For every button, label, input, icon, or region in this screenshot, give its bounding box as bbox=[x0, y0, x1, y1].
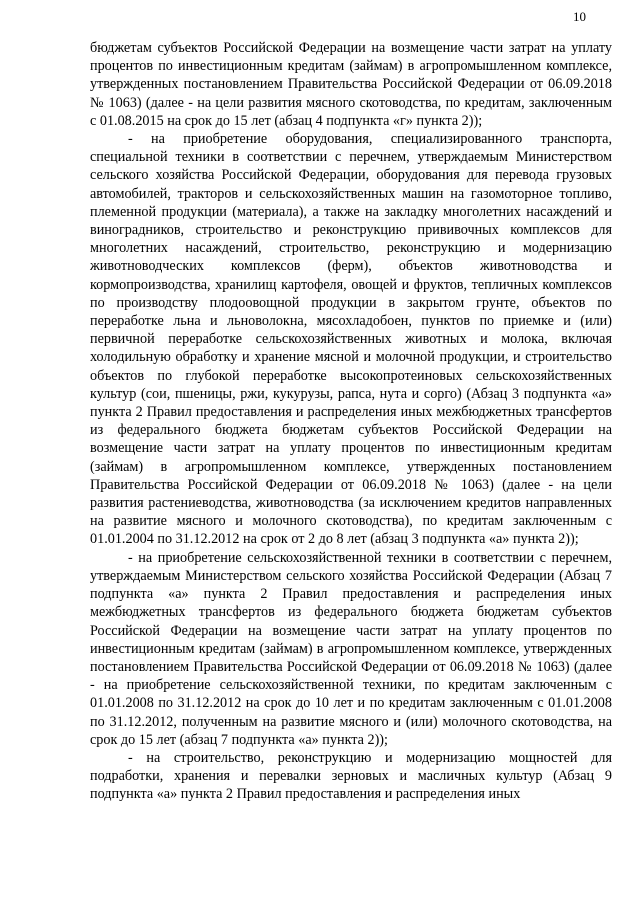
paragraph-continuation: бюджетам субъектов Российской Федерации на возмещение части затрат на уплату процентов по инвестиционным кредитам (займам) в агропромышленном комплексе, утвержденных постановлением Правительства Российской Федерации от 06.09.2018 № 1063) (далее - на цели развития мясного скотоводства, по кредитам, заключенным с 01.08.2015 на срок до 15 лет (абзац 4 подпункта «г» пункта 2)); bbox=[90, 40, 612, 129]
body-text bbox=[90, 39, 612, 804]
paragraph-agricultural-machinery: - на приобретение сельскохозяйственной техники в соответствии с перечнем, утверждаемым Министерством сельского хозяйства Российской Федерации (Абзац 7 подпункта «а» пункта 2 Правил предоставления и распределения иных межбюджетных трансфертов из федерального бюджета бюджетам субъектов Российской Федерации на возмещение части затрат на уплату процентов по инвестиционным кредитам (займам) в агропромышленном комплексе, утвержденных постановлением Правительства Российской Федерации от 06.09.2018 № 1063) (далее - на приобретение сельскохозяйственной техники, по кредитам заключенным с 01.01.2008 по 31.12.2012 на срок до 10 лет и по кредитам заключенным с 01.01.2008 по 31.12.2012, полученным на развитие мясного и (или) молочного скотоводства, на срок до 15 лет (абзац 7 подпункта «а» пункта 2)); bbox=[90, 549, 612, 748]
paragraph-grain-storage: - на строительство, реконструкцию и модернизацию мощностей для подработки, хранения и перевалки зерновых и масличных культур (Абзац 9 подпункта «а» пункта 2 Правил предоставления и распределения иных bbox=[90, 749, 612, 803]
paragraph-equipment: - на приобретение оборудования, специализированного транспорта, специальной техники в соответствии с перечнем, утверждаемым Министерством сельского хозяйства Российской Федерации, оборудования для перевода грузовых автомобилей, тракторов и сельскохозяйственных машин на газомоторное топливо, племенной продукции (материала), а также на закладку многолетних насаждений и виноградников, строительство и реконструкцию прививочных комплексов для многолетних насаждений, строительство, реконструкцию и модернизацию животноводческих комплексов (ферм), объектов животноводства и кормопроизводства, хранилищ картофеля, овощей и фруктов, тепличных комплексов по производству плодоовощной продукции в закрытом грунте, объектов по переработке льна и льноволокна, мясохладобоен, пунктов по приемке и (или) первичной переработке сельскохозяйственных животных и молока, включая холодильную обработку и хранение мясной и молочной продукции, и строительство объектов по глубокой переработке высокопротеиновых сельскохозяйственных культур (сои, пшеницы, ржи, кукурузы, рапса, нута и сорго) (Абзац 3 подпункта «а» пункта 2 Правил предоставления и распределения иных межбюджетных трансфертов из федерального бюджета бюджетам субъектов Российской Федерации на возмещение части затрат на уплату процентов по инвестиционным кредитам (займам) в агропромышленном комплексе, утвержденных постановлением Правительства Российской Федерации от 06.09.2018 № 1063) (далее - на цели развития растениеводства, животноводства (за исключением кредитов направленных на развитие мясного и молочного скотоводства), по кредитам заключенным с 01.01.2004 по 31.12.2012 на срок от 2 до 8 лет (абзац 3 подпункта «а» пункта 2)); bbox=[90, 131, 612, 548]
page-number: 10 bbox=[573, 9, 586, 24]
